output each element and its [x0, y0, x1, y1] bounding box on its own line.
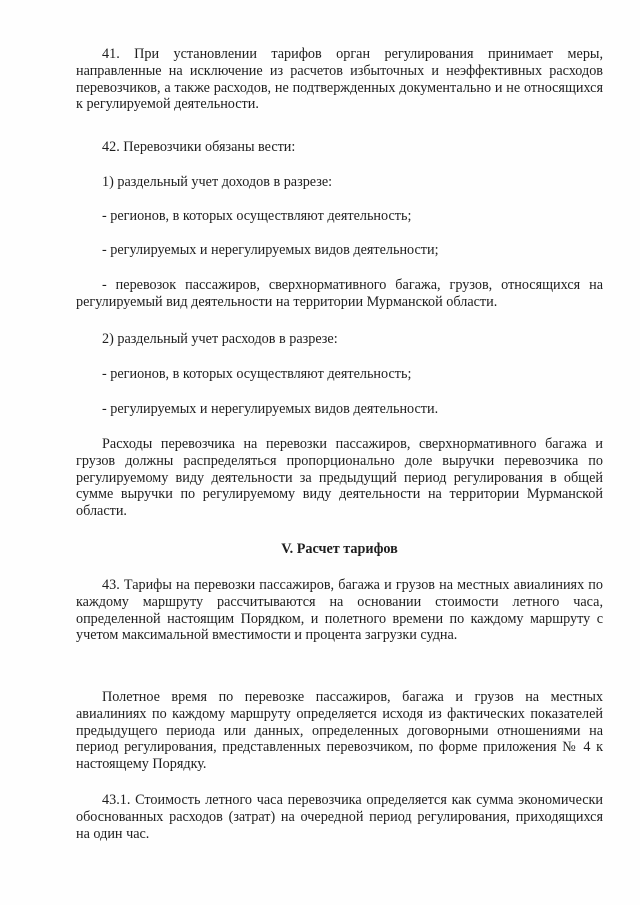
paragraph-expense-accounting: 2) раздельный учет расходов в разрезе: — [102, 331, 338, 347]
list-item-expense-regions: - регионов, в которых осуществляют деятельность; — [102, 366, 412, 382]
list-item-income-activity-types: - регулируемых и нерегулируемых видов деятельности; — [102, 242, 439, 258]
paragraph-income-accounting: 1) раздельный учет доходов в разрезе: — [102, 174, 333, 190]
paragraph-41: 41. При установлении тарифов орган регулирования принимает меры, направленные на исключение из расчетов избыточных и неэффективных расходов перевозчиков, а также расходов, не подтвержденных документально и не относящихся к регулируемой деятельности. — [76, 46, 603, 113]
section-heading: V. Расчет тарифов — [281, 541, 398, 557]
paragraph-43: 43. Тарифы на перевозки пассажиров, багажа и грузов на местных авиалиниях по каждому маршруту рассчитываются на основании стоимости летного часа, определенной настоящим Порядком, и полетного времени по каждому маршруту с учетом максимальной вместимости и процента загрузки судна. — [76, 577, 603, 644]
paragraph-43-1: 43.1. Стоимость летного часа перевозчика определяется как сумма экономически обоснованных расходов (затрат) на очередной период регулирования, приходящихся на один час. — [76, 792, 603, 842]
list-item-expense-activity-types: - регулируемых и нерегулируемых видов деятельности. — [102, 401, 439, 417]
paragraph-42: 42. Перевозчики обязаны вести: — [102, 139, 296, 155]
paragraph-expense-distribution: Расходы перевозчика на перевозки пассажиров, сверхнормативного багажа и грузов должны распределяться пропорционально доле выручки перевозчика по регулируемому виду деятельности за предыдущий период регулирования в общей сумме выручки по регулируемому виду деятельности на территории Мурманской области. — [76, 436, 603, 520]
paragraph-flight-time: Полетное время по перевозке пассажиров, багажа и грузов на местных авиалиниях по каждому маршруту определяется исходя из фактических показателей предыдущего периода или данных, определенных договорными отношениями на период регулирования, представленных перевозчиком, по форме приложения № 4 к настоящему Порядку. — [76, 689, 603, 773]
list-item-income-transport: - перевозок пассажиров, сверхнормативного багажа, грузов, относящихся на регулируемый вид деятельности на территории Мурманской области. — [76, 277, 603, 310]
list-item-income-regions: - регионов, в которых осуществляют деятельность; — [102, 208, 412, 224]
